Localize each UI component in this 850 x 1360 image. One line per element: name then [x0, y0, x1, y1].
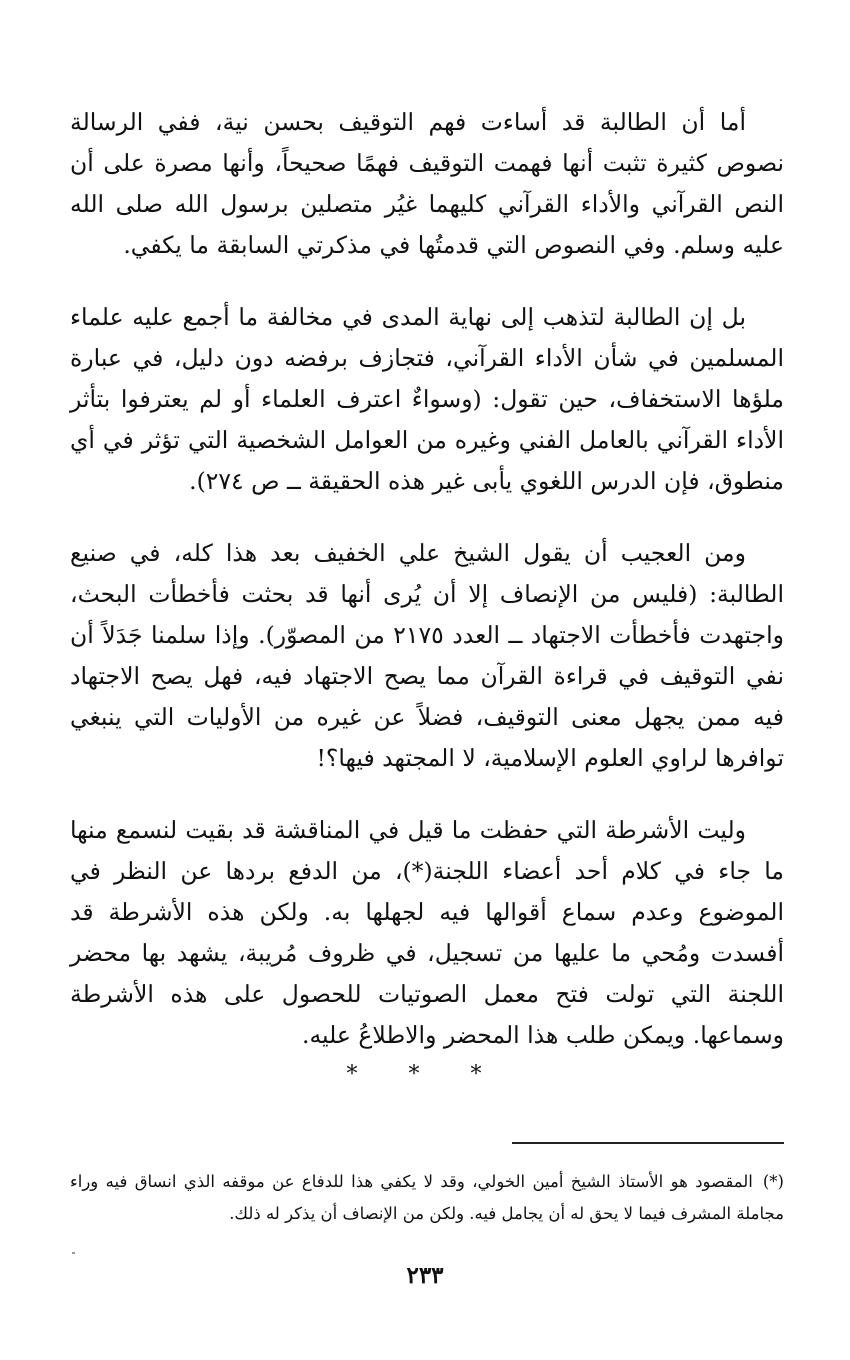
scan-speck [72, 1252, 75, 1254]
section-separator: * * * [346, 1062, 504, 1087]
footnote [70, 1166, 784, 1230]
footnote-mark: (*) [762, 1172, 784, 1191]
paragraph-4: وليت الأشرطة التي حفظت ما قيل في المناقشة قد بقيت لنسمع منها ما جاء في كلام أحد أعضاء اللجنة(*)، من الدفع بردها عن النظر في الموضوع وعدم سماع أقوالها فيه لجهلها به. ولكن هذه الأشرطة قد أفسدت ومُحي ما عليها من تسجيل، في ظروف مُريبة، يشهد بها محضر اللجنة التي تولت فتح معمل الصوتيات للحصول على هذه الأشرطة وسماعها. ويمكن طلب هذا المحضر والاطلاعُ عليه. [70, 816, 784, 1049]
paragraph-3: ومن العجيب أن يقول الشيخ علي الخفيف بعد هذا كله، في صنيع الطالبة: (فليس من الإنصاف إلا أن يُرى أنها قد بحثت فأخطأت البحث، واجتهدت فأخطأت الاجتهاد ــ العدد ٢١٧٥ من المصوّر). وإذا سلمنا جَدَلاً أن نفي التوقيف في قراءة القرآن مما يصح الاجتهاد فيه، فهل يصح الاجتهاد فيه ممن يجهل معنى التوقيف، فضلاً عن غيره من الأوليات التي ينبغي توافرها لراوي العلوم الإسلامية، لا المجتهد فيها؟! [70, 539, 784, 772]
paragraph-1: أما أن الطالبة قد أساءت فهم التوقيف بحسن نية، ففي الرسالة نصوص كثيرة تثبت أنها فهمت التوقيف فهمًا صحيحاً، وأنها مصرة على أن النص القرآني والأداء القرآني كليهما غيُر متصلين برسول الله صلى الله عليه وسلم. وفي النصوص التي قدمتُها في مذكرتي السابقة ما يكفي. [70, 108, 784, 259]
footnote-divider [512, 1142, 784, 1144]
main-text [70, 102, 784, 1056]
paragraph-2: بل إن الطالبة لتذهب إلى نهاية المدى في مخالفة ما أجمع عليه علماء المسلمين في شأن الأداء القرآني، فتجازف برفضه دون دليل، في عبارة ملؤها الاستخفاف، حين تقول: (وسواءٌ اعترف العلماء أو لم يعترفوا بتأثر الأداء القرآني بالعامل الفني وغيره من العوامل الشخصية التي تؤثر في أي منطوق، فإن الدرس اللغوي يأبى غير هذه الحقيقة ــ ص ٢٧٤). [70, 303, 784, 495]
footnote-text: المقصود هو الأستاذ الشيخ أمين الخولي، وقد لا يكفي هذا للدفاع عن موقفه الذي انساق فيه وراء مجاملة المشرف فيما لا يحق له أن يجامل فيه. ولكن من الإنصاف أن يذكر له ذلك. [70, 1172, 784, 1223]
page-number: ٢٣٣ [406, 1262, 444, 1289]
